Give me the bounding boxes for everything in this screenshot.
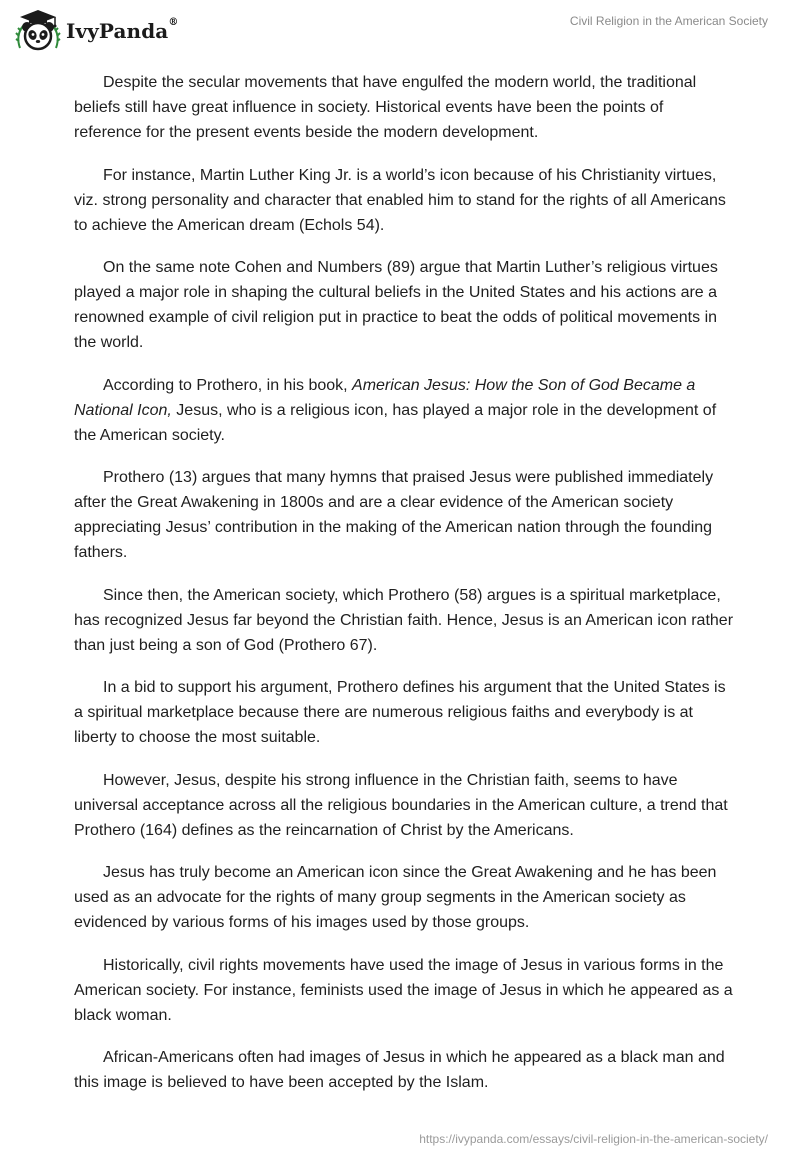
paragraph: Historically, civil rights movements have used the image of Jesus in various forms in the American society. For instance, feminists used the image of Jesus in which he appeared as a black woman.	[74, 956, 733, 1024]
paragraph: Prothero (13) argues that many hymns that praised Jesus were published immediately after the Great Awakening in 1800s and are a clear evidence of the American society appreciating Jesus’ contribution in the making of the American nation through the founding fathers.	[74, 469, 714, 561]
source-url[interactable]: https://ivypanda.com/essays/civil-religion-in-the-american-society/	[419, 1132, 768, 1146]
paragraph: Despite the secular movements that have engulfed the modern world, the traditional beliefs still have great influence in society. Historical events have been the points of reference for the present events beside the modern development.	[74, 74, 697, 141]
page-header	[0, 0, 800, 60]
paragraph: On the same note Cohen and Numbers (89) argue that Martin Luther’s religious virtues played a major role in shaping the cultural beliefs in the United States and his actions are a renowned example of civil religion put in practice to beat the odds of political movements in the world.	[74, 259, 718, 351]
paragraph: However, Jesus, despite his strong influence in the Christian faith, seems to have universal acceptance across all the religious boundaries in the American culture, a trend that Prothero (164) defines as the reincarnation of Christ by the Americans.	[74, 771, 728, 839]
paragraph: In a bid to support his argument, Prothero defines his argument that the United States is a spiritual marketplace because there are numerous religious faiths and everybody is at liberty to choose the most suitable.	[74, 679, 726, 746]
registered-mark: ®	[168, 17, 179, 28]
panda-graduate-icon	[14, 8, 62, 54]
essay-body	[74, 70, 734, 1113]
paragraph: For instance, Martin Luther King Jr. is a world’s icon because of his Christianity virtues, viz. strong personality and character that enabled him to stand for the rights of all Americans to achieve the American dream (Echols 54).	[74, 166, 726, 234]
paragraph: African-Americans often had images of Jesus in which he appeared as a black man and this image is believed to have been accepted by the Islam.	[74, 1049, 725, 1091]
paragraph	[74, 373, 734, 448]
paragraph: Since then, the American society, which Prothero (58) argues is a spiritual marketplace, has recognized Jesus far beyond the Christian faith. Hence, Jesus is an American icon rather than just being a son of God (Prothero 67).	[74, 586, 734, 654]
paragraph: Jesus has truly become an American icon since the Great Awakening and he has been used as an advocate for the rights of many group segments in the American society as evidenced by various forms of his images used by those groups.	[74, 864, 717, 931]
paragraph-text: Jesus, who is a religious icon, has played a major role in the development of the American society.	[74, 401, 717, 444]
document-title: Civil Religion in the American Society	[569, 14, 768, 28]
book-title: American Jesus: How the Son of God Became a National Icon,	[74, 376, 696, 419]
paragraph-text: According to Prothero, in his book,	[103, 376, 353, 394]
brand-name: IvyPanda®	[66, 17, 179, 43]
ivypanda-logo[interactable]	[14, 8, 178, 54]
